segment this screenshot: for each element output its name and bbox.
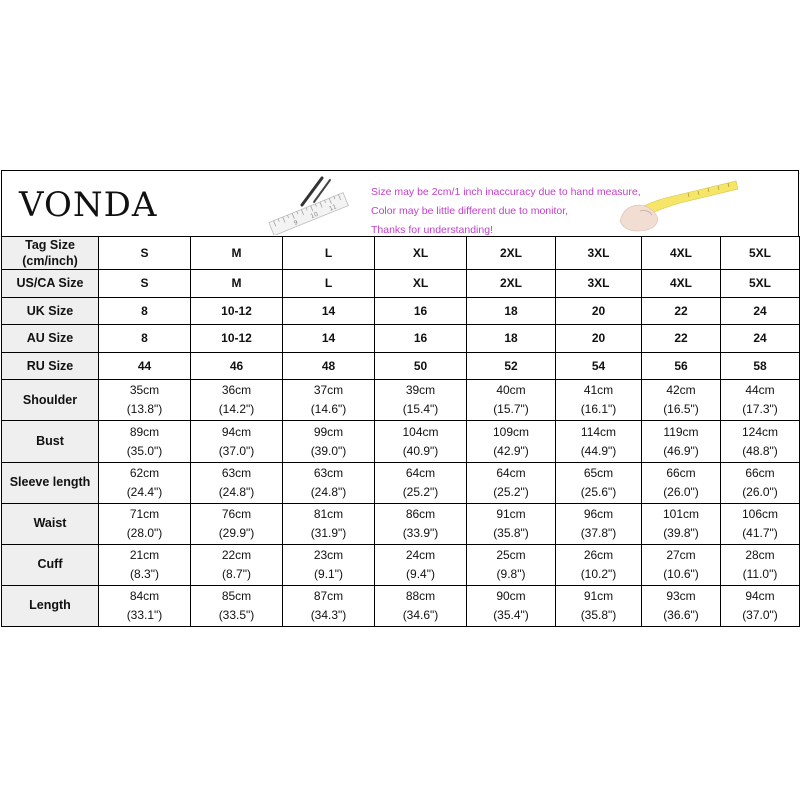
cm-value: 94cm [221,424,252,439]
measure-cell [556,585,642,626]
inch-value: (34.3") [310,607,347,622]
row-label-line: US/CA Size [16,276,84,291]
note-line: Color may be little different due to monitor, [371,205,569,217]
measure-cell [375,585,467,626]
inch-value: (9.4") [406,566,435,581]
measure-cell [375,462,467,503]
row-label: Sleeve length [2,462,99,503]
cm-value: 63cm [221,465,252,480]
cm-value: 84cm [129,588,160,603]
measure-cell [721,503,800,544]
inch-value: (35.8") [493,525,529,540]
size-cell: L [283,270,375,298]
inch-value: (31.9") [310,525,347,540]
size-cell: 20 [556,325,642,353]
inch-value: (35.4") [493,607,529,622]
ruler-number: 9 [292,219,300,227]
size-row-us-ca-size [2,270,800,298]
size-cell: 54 [556,352,642,380]
measure-cell [99,544,191,585]
measure-cell [99,462,191,503]
cm-value: 85cm [221,588,252,603]
inch-value: (29.9") [218,525,255,540]
cm-value: 21cm [129,547,160,562]
inch-value: (42.9") [493,443,529,458]
size-cell: 10-12 [191,325,283,353]
measure-row-bust [2,421,800,462]
measure-cell [467,585,556,626]
row-label: Bust [2,421,99,462]
cm-value: 28cm [745,547,775,562]
inch-value: (33.1") [126,607,163,622]
measure-row-waist [2,503,800,544]
cm-value: 101cm [662,506,700,521]
measure-row-sleeve-length [2,462,800,503]
size-cell: M [191,237,283,270]
size-cell: 46 [191,352,283,380]
measure-cell [721,585,800,626]
row-label [2,325,99,353]
cm-value: 90cm [496,588,526,603]
inch-value: (26.0") [742,484,778,499]
row-label: Cuff [2,544,99,585]
inch-value: (8.7") [222,566,251,581]
measure-cell [283,544,375,585]
cm-value: 106cm [741,506,779,521]
measure-cell [721,380,800,421]
cm-value: 44cm [745,383,775,398]
cm-value: 62cm [129,465,160,480]
row-label-line: RU Size [26,359,74,374]
measure-cell [467,421,556,462]
measure-cell [191,585,283,626]
cm-value: 91cm [583,588,614,603]
cm-value: 66cm [666,465,696,480]
cm-value: 64cm [496,465,526,480]
size-table [1,236,800,627]
cm-value: 87cm [313,588,344,603]
size-cell: S [99,237,191,270]
size-cell: 16 [375,297,467,325]
cm-value: 41cm [583,383,614,398]
inch-value: (34.6") [402,607,439,622]
measure-cell [283,503,375,544]
cm-value: 24cm [405,547,436,562]
size-cell: XL [375,237,467,270]
measure-cell [467,380,556,421]
measure-row-length [2,585,800,626]
inch-value: (33.5") [218,607,255,622]
measure-row-cuff [2,544,800,585]
cm-value: 89cm [129,424,160,439]
size-cell: 2XL [467,237,556,270]
size-row-uk-size [2,297,800,325]
cm-value: 91cm [496,506,526,521]
measure-cell [642,421,721,462]
measure-cell [283,421,375,462]
measure-cell [642,462,721,503]
inch-value: (15.4") [402,402,439,417]
cm-value: 65cm [583,465,614,480]
measure-cell [721,544,800,585]
ruler-number: 11 [328,203,338,213]
size-cell: 20 [556,297,642,325]
measure-cell [375,503,467,544]
inch-value: (44.9") [580,443,617,458]
inch-value: (14.6") [310,402,347,417]
inch-value: (28.0") [126,525,163,540]
size-cell: 22 [642,325,721,353]
size-cell: 52 [467,352,556,380]
measure-cell [467,462,556,503]
size-cell: 8 [99,297,191,325]
row-label-line: UK Size [26,303,74,318]
size-cell: 22 [642,297,721,325]
ruler-pencil-graphic [264,175,354,235]
size-cell: 4XL [642,270,721,298]
cm-value: 39cm [405,383,436,398]
measure-cell [556,380,642,421]
size-cell: 3XL [556,270,642,298]
measuring-tape-graphic [618,175,740,233]
measure-cell [283,585,375,626]
size-cell: 4XL [642,237,721,270]
size-cell: 48 [283,352,375,380]
inch-value: (11.0") [742,566,778,581]
cm-value: 96cm [583,506,614,521]
cm-value: 26cm [583,547,614,562]
inch-value: (46.9") [663,443,699,458]
size-cell: 18 [467,325,556,353]
inch-value: (10.2") [580,566,617,581]
row-label: Waist [2,503,99,544]
inch-value: (35.8") [580,607,617,622]
measure-cell [191,462,283,503]
inch-value: (8.3") [130,566,159,581]
cm-value: 35cm [129,383,160,398]
size-chart [1,170,799,633]
inch-value: (16.5") [663,402,699,417]
cm-value: 23cm [313,547,344,562]
size-cell: 5XL [721,237,800,270]
cm-value: 36cm [221,383,252,398]
measure-cell [191,380,283,421]
measure-cell [556,544,642,585]
inch-value: (9.8") [496,566,526,581]
cm-value: 71cm [129,506,160,521]
chart-header [1,170,799,236]
ruler-number: 10 [309,210,320,221]
cm-value: 99cm [313,424,344,439]
size-cell: 56 [642,352,721,380]
cm-value: 104cm [402,424,439,439]
size-cell: 24 [721,325,800,353]
measure-cell [642,585,721,626]
inch-value: (40.9") [402,443,439,458]
measure-cell [191,421,283,462]
cm-value: 64cm [405,465,436,480]
inch-value: (48.8") [742,443,778,458]
cm-value: 109cm [492,424,530,439]
measure-cell [283,462,375,503]
measure-cell [191,503,283,544]
inch-value: (15.7") [493,402,529,417]
row-label-line: Tag Size [25,238,75,252]
row-label: Length [2,585,99,626]
measure-cell [556,421,642,462]
cm-value: 88cm [405,588,436,603]
measure-cell [642,544,721,585]
cm-value: 76cm [221,506,252,521]
measure-cell [642,503,721,544]
cm-value: 27cm [666,547,696,562]
measure-cell [283,380,375,421]
cm-value: 37cm [313,383,344,398]
row-label: Shoulder [2,380,99,421]
inch-value: (10.6") [663,566,699,581]
size-cell: 16 [375,325,467,353]
row-label [2,237,99,270]
row-label-line: (cm/inch) [22,254,78,268]
cm-value: 124cm [741,424,779,439]
inch-value: (24.8") [310,484,347,499]
measure-cell [721,421,800,462]
cm-value: 114cm [580,424,617,439]
inch-value: (25.2") [402,484,439,499]
note-line: Thanks for understanding! [371,224,493,236]
inch-value: (25.6") [580,484,617,499]
inch-value: (25.2") [493,484,529,499]
measure-cell [99,421,191,462]
row-label [2,352,99,380]
inch-value: (26.0") [663,484,699,499]
measure-cell [556,462,642,503]
row-label [2,297,99,325]
cm-value: 86cm [405,506,436,521]
size-cell: 5XL [721,270,800,298]
size-cell: 50 [375,352,467,380]
size-cell: S [99,270,191,298]
inch-value: (13.8") [126,402,163,417]
size-cell: 3XL [556,237,642,270]
size-cell: 14 [283,297,375,325]
measure-cell [642,380,721,421]
measure-cell [467,503,556,544]
inch-value: (37.0") [742,607,778,622]
size-row-au-size [2,325,800,353]
size-cell: 10-12 [191,297,283,325]
size-cell: 8 [99,325,191,353]
cm-value: 22cm [221,547,252,562]
inch-value: (41.7") [742,525,778,540]
cm-value: 25cm [496,547,526,562]
measure-cell [467,544,556,585]
inch-value: (33.9") [402,525,439,540]
inch-value: (24.8") [218,484,255,499]
measure-cell [721,462,800,503]
size-row-ru-size [2,352,800,380]
measure-cell [99,503,191,544]
inch-value: (14.2") [218,402,255,417]
size-cell: 58 [721,352,800,380]
inch-value: (36.6") [663,607,699,622]
cm-value: 94cm [745,588,775,603]
cm-value: 66cm [745,465,775,480]
size-cell: 24 [721,297,800,325]
inch-value: (35.0") [126,443,163,458]
size-cell: 14 [283,325,375,353]
measure-cell [375,421,467,462]
row-label-line: AU Size [26,331,74,346]
size-cell: 44 [99,352,191,380]
size-cell: M [191,270,283,298]
cm-value: 40cm [496,383,526,398]
size-cell: 2XL [467,270,556,298]
measure-cell [99,380,191,421]
measure-cell [375,544,467,585]
measure-row-shoulder [2,380,800,421]
measurement-notes [371,183,641,240]
cm-value: 42cm [666,383,696,398]
row-label [2,270,99,298]
inch-value: (39.0") [310,443,347,458]
size-cell: XL [375,270,467,298]
inch-value: (24.4") [126,484,163,499]
size-cell: L [283,237,375,270]
measure-cell [375,380,467,421]
cm-value: 93cm [666,588,696,603]
brand-logo: VONDA [19,185,158,225]
inch-value: (37.8") [580,525,617,540]
inch-value: (39.8") [663,525,699,540]
inch-value: (17.3") [742,402,778,417]
inch-value: (9.1") [314,566,343,581]
note-line: Size may be 2cm/1 inch inaccuracy due to hand measure, [371,186,641,198]
size-cell: 18 [467,297,556,325]
size-row-tag-size [2,237,800,270]
measure-cell [556,503,642,544]
inch-value: (37.0") [218,443,255,458]
cm-value: 119cm [663,424,699,439]
cm-value: 63cm [313,465,344,480]
measure-cell [99,585,191,626]
cm-value: 81cm [313,506,344,521]
inch-value: (16.1") [580,402,617,417]
measure-cell [191,544,283,585]
